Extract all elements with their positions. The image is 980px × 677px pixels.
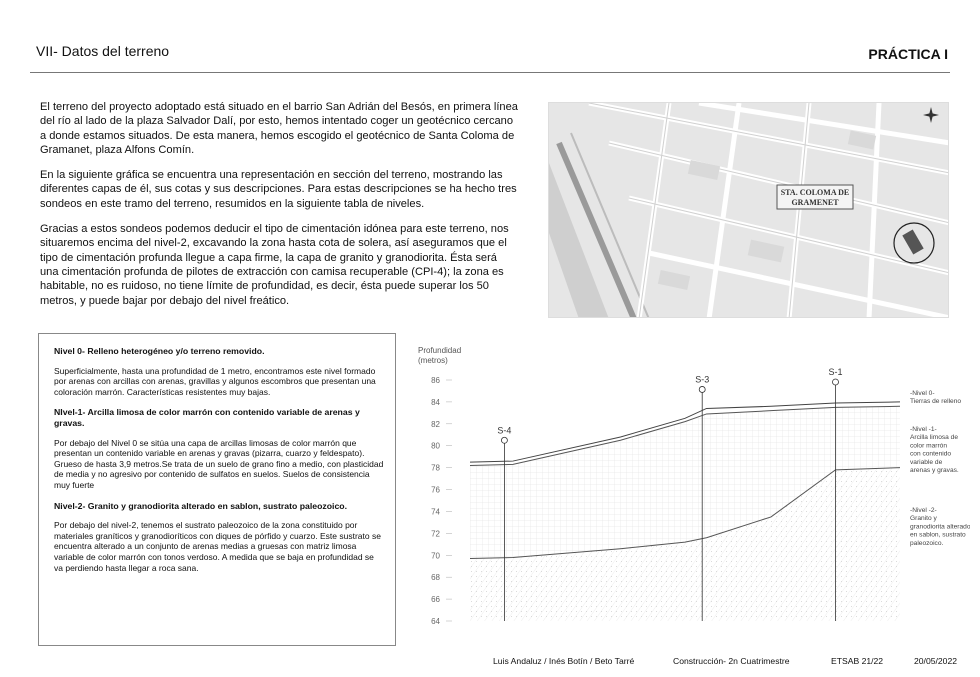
borehole-label: S-4	[497, 425, 512, 436]
borehole-marker	[833, 379, 839, 385]
legend-entry-line: -Nivel -1-	[910, 426, 937, 433]
level-1-title: NIvel-1- Arcilla limosa de color marrón con contenido variable de arenas y gravas.	[54, 407, 360, 428]
legend-entry-line: Tierras de relleno	[910, 398, 962, 406]
intro-paragraph-1: El terreno del proyecto adoptado está situado en el barrio San Adrián del Besós, en primera línea del río al lado de la plaza Salvador Dalí, por esto, hemos intentado coger un geotécnico cercano a donde estamos situados. De esta manera, hemos escogido el geotécnico de Santa Coloma de Gramanet, plaza Alfons Comín.	[40, 101, 518, 156]
y-tick-label: 68	[431, 573, 440, 583]
intro-paragraph-2: En la siguiente gráfica se encuentra una representación en sección del terreno, mostrando las diferentes capas de él, sus cotas y sus descripciones. Para estas descripciones se ha hecho tres sondeos en este tramo del terreno, resumidos en la siguiente tabla de niveles.	[40, 169, 517, 210]
practice-label: PRÁCTICA I	[868, 46, 948, 62]
borehole-marker	[501, 437, 507, 443]
legend-entry-line: en sablon, sustrato	[910, 531, 966, 539]
footer-course: Construcción- 2n Cuatrimestre	[673, 656, 790, 666]
y-axis-label: Profundidad	[418, 346, 462, 355]
y-axis-label-unit: (metros)	[418, 356, 448, 365]
y-tick-label: 78	[431, 463, 440, 473]
page-title: VII- Datos del terreno	[36, 43, 170, 59]
legend-entry-line: color marrón	[910, 442, 948, 450]
legend-entry-line: Granito y	[910, 515, 937, 523]
header-divider	[30, 72, 950, 73]
y-tick-label: 72	[431, 529, 440, 539]
map-label-line2: GRAMENET	[791, 198, 839, 207]
level-2-description: Por debajo del nivel-2, tenemos el sustrato paleozoico de la zona constituido por materiales graníticos y granodioríticos con diques de pórfido y cuarzo. Este sustrato se encuentra alterado a un conjunto de arenas medias a gruesas con matriz limosa variable de color marrón con tonos verdoso. A medida que se baja en profundidad se va perdiendo hasta llegar a roca sana.	[54, 520, 381, 573]
location-map	[548, 102, 949, 318]
y-tick-label: 82	[431, 419, 440, 429]
y-tick-label: 66	[431, 595, 440, 605]
y-tick-label: 64	[431, 617, 440, 626]
y-tick-label: 70	[431, 551, 440, 561]
borehole-marker	[699, 386, 705, 392]
legend-entry-line: -Nivel -2-	[910, 507, 937, 514]
soil-profile-chart	[410, 340, 970, 652]
footer-authors: Luis Andaluz / Inés Botín / Beto Tarré	[493, 656, 635, 666]
y-tick-label: 84	[431, 397, 440, 407]
level-0-title: Nivel 0- Relleno heterogéneo y/o terreno removido.	[54, 346, 265, 356]
level-0-description: Superficialmente, hasta una profundidad de 1 metro, encontramos este nivel formado por arenas con arcillas con arenas, gravillas y algunos escombros que presentan una coloración marrón. Características resistentes muy bajas.	[54, 365, 376, 397]
y-tick-label: 80	[431, 441, 440, 451]
legend-entry-line: con contenido	[910, 450, 952, 458]
footer-date: 20/05/2022	[914, 656, 958, 666]
intro-text	[40, 100, 518, 319]
legend-entry-line: -Nivel 0-	[910, 390, 935, 397]
footer-school: ETSAB 21/22	[831, 656, 884, 666]
legend-entry-line: granodiorita alterado	[910, 523, 970, 531]
intro-paragraph-3: Gracias a estos sondeos podemos deducir el tipo de cimentación idónea para este terreno, nos situaremos encima del nivel-2, excavando la zona hasta cota de solera, así aseguramos que el tipo de cimentación profunda llegue a capa firme, la capa de granito y granodiorita. Ésta será una cimentación profunda de pilotes de extracción con camisa recuperable (CPI-4); la zona es habitable, no es ruidoso, no tiene límite de profundidad, es decir, ésta puede superar los 50 metros, y puede bajar por debajo del nivel freático.	[40, 223, 509, 307]
y-tick-label: 86	[431, 376, 440, 385]
legend-entry-line: Arcilla limosa de	[910, 434, 959, 442]
borehole-label: S-1	[828, 367, 843, 378]
level-1-description: Por debajo del Nivel 0 se sitúa una capa de arcillas limosas de color marrón que presentan un contenido variable en arenas y gravas (pizarra, cuarzo y feldespato). Grueso de hasta 3,9 metros.Se trata de un suelo de grano fino a medio, con plasticidad de media y no agresivo por contenido de sulfatos en suelos. Suelos de consistencia muy fuerte	[54, 437, 384, 490]
y-tick-label: 76	[431, 485, 440, 495]
levels-table	[38, 333, 396, 646]
borehole-label: S-3	[695, 374, 710, 385]
map-label-line1: STA. COLOMA DE	[780, 188, 850, 197]
legend-entry-line: variable de	[910, 458, 943, 466]
level-2-title: Nivel-2- Granito y granodiorita alterado en sablon, sustrato paleozoico.	[54, 500, 348, 511]
legend-entry-line: arenas y gravas.	[910, 467, 959, 474]
legend-entry-line: paleozoico.	[910, 539, 944, 547]
y-tick-label: 74	[431, 507, 440, 517]
